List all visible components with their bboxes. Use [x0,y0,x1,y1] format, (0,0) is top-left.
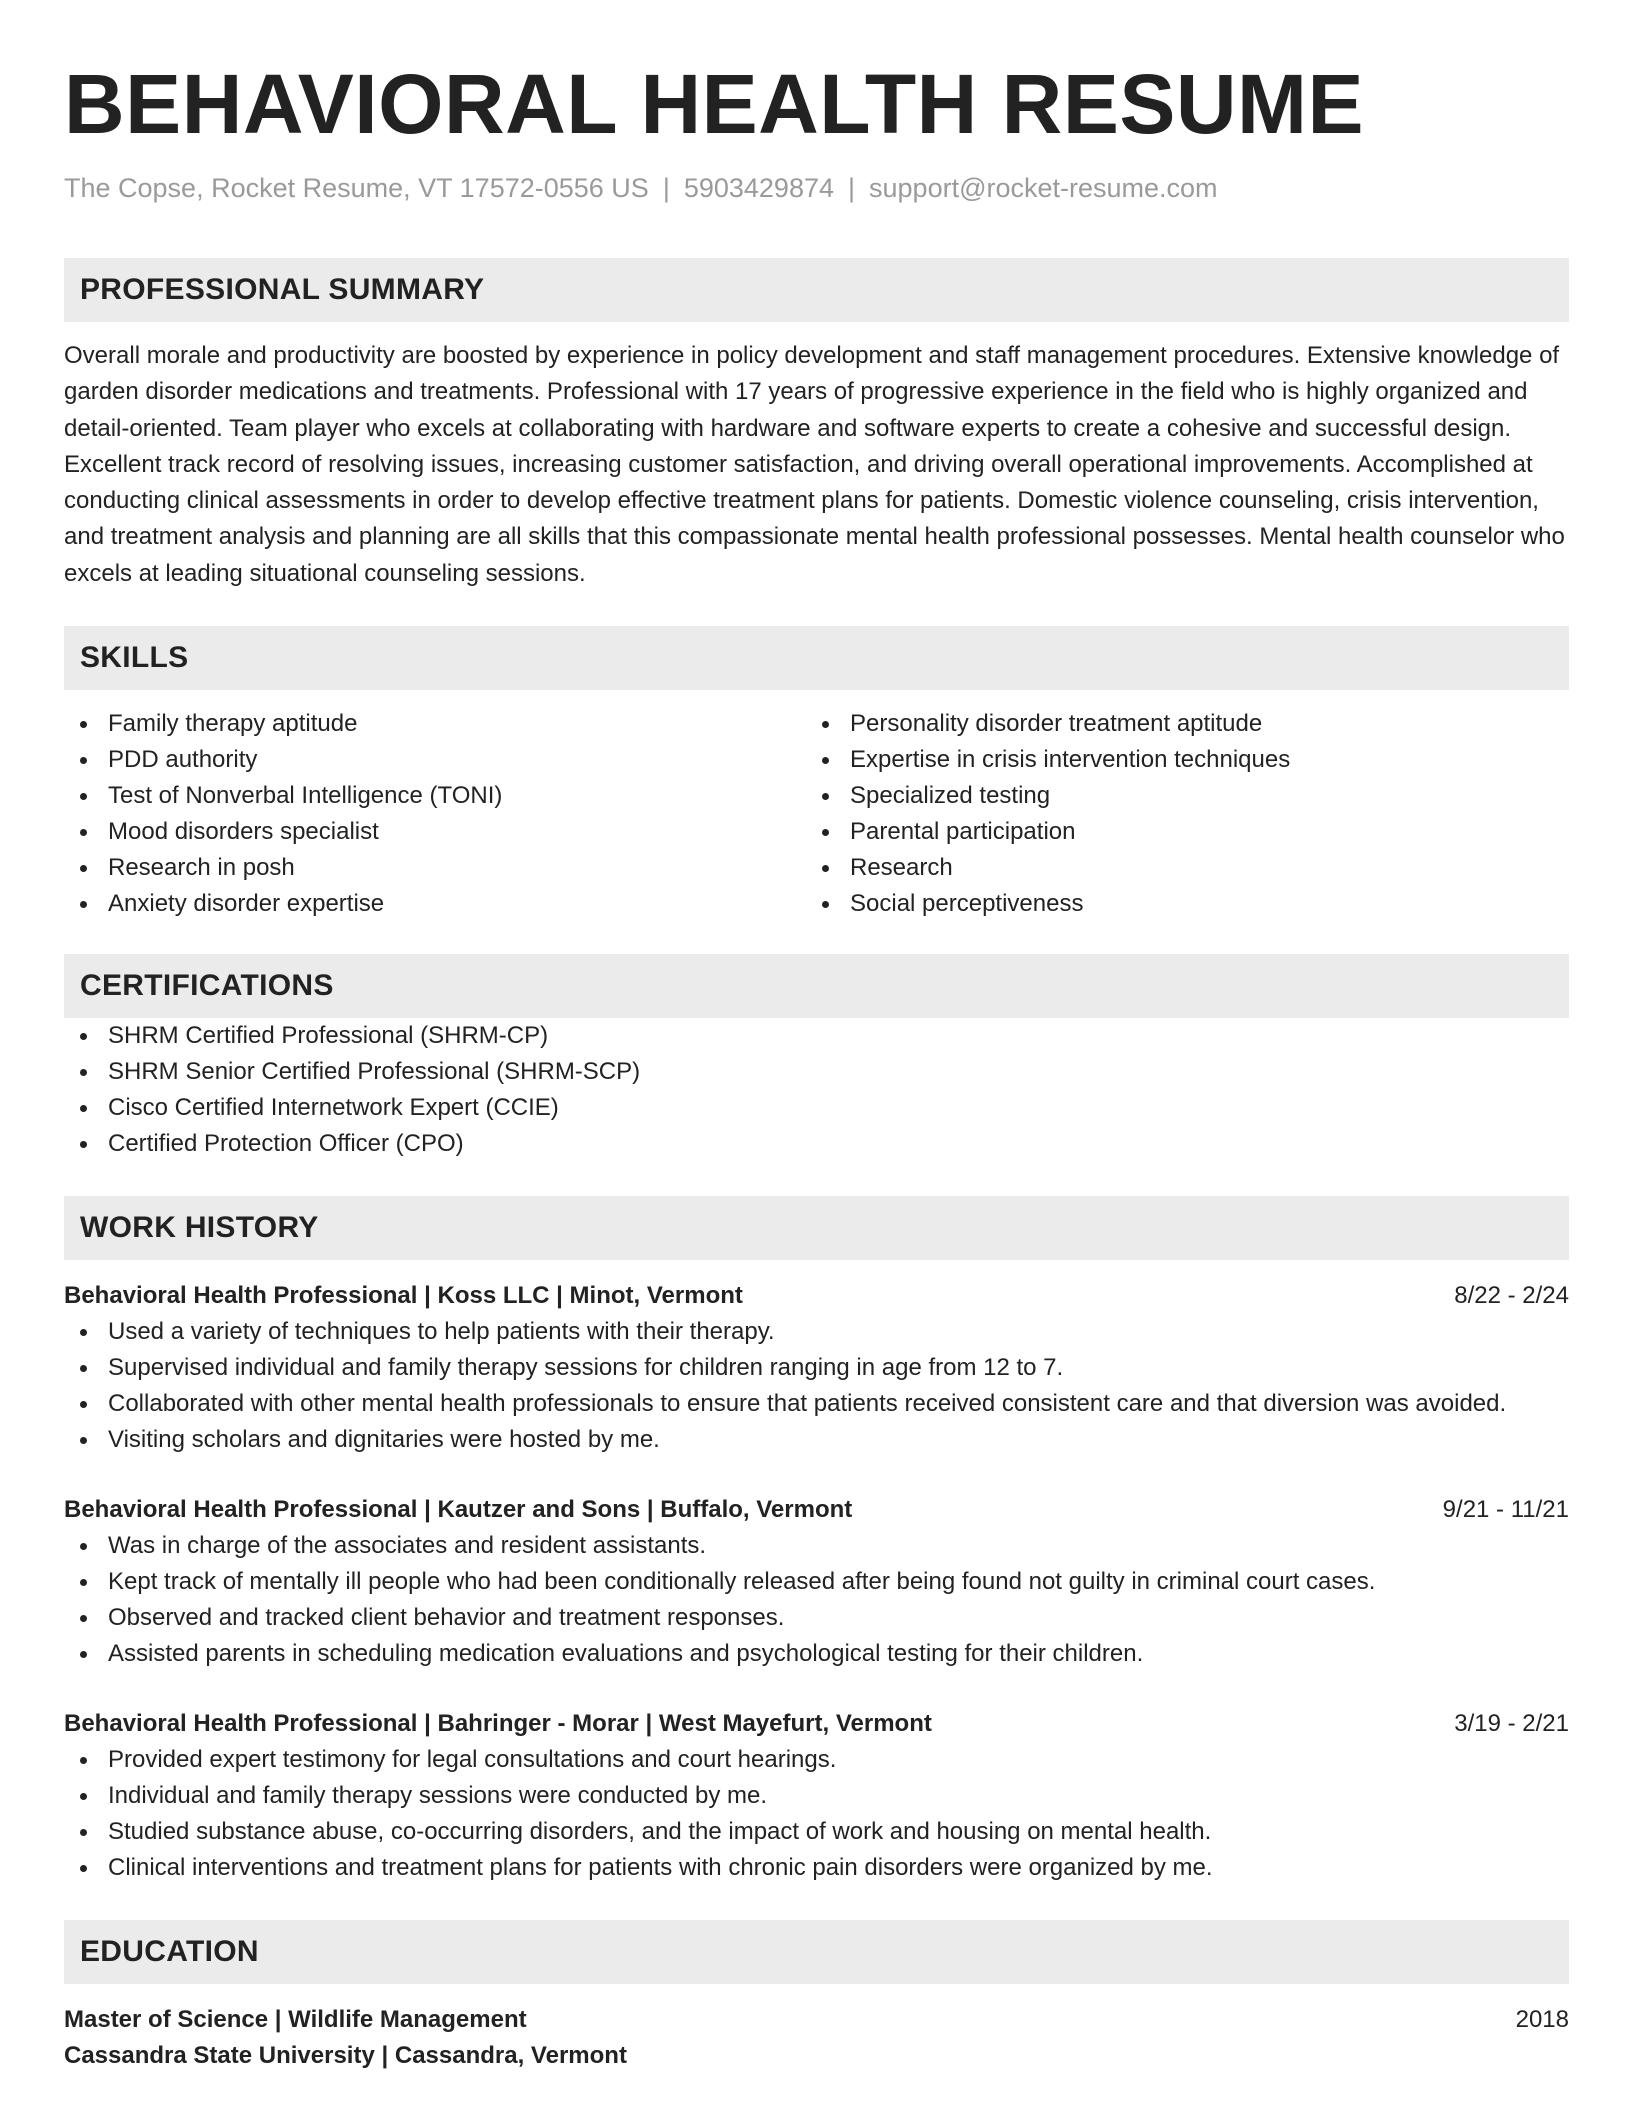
list-item: Research in posh [64,850,806,886]
list-item: Observed and tracked client behavior and treatment responses. [64,1600,1569,1636]
contact-email: support@rocket-resume.com [869,173,1218,203]
skills-grid [64,706,1569,922]
job-entry [64,1706,1569,1886]
list-item: Mood disorders specialist [64,814,806,850]
list-item: Provided expert testimony for legal consultations and court hearings. [64,1742,1569,1778]
education-school: Cassandra State University | Cassandra, Vermont [64,2042,627,2070]
degree-title: Master of Science | Wildlife Management [64,2006,527,2034]
list-item: Visiting scholars and dignitaries were hosted by me. [64,1422,1569,1458]
job-entry [64,1492,1569,1672]
job-header [64,1706,1569,1742]
contact-separator: | [848,173,856,203]
certifications-list [64,1018,1569,1162]
list-item: Was in charge of the associates and resident assistants. [64,1528,1569,1564]
contact-phone: 5903429874 [683,173,834,203]
list-item: Clinical interventions and treatment plans for patients with chronic pain disorders were organized by me. [64,1850,1569,1886]
job-dates: 3/19 - 2/21 [1454,1710,1569,1738]
list-item: PDD authority [64,742,806,778]
section-header-education: EDUCATION [64,1920,1569,1984]
skills-column-right [806,706,1548,922]
list-item: Social perceptiveness [806,886,1548,922]
list-item: Kept track of mentally ill people who had been conditionally released after being found not guilty in criminal court cases. [64,1564,1569,1600]
job-dates: 8/22 - 2/24 [1454,1282,1569,1310]
list-item: Family therapy aptitude [64,706,806,742]
list-item: Expertise in crisis intervention techniques [806,742,1548,778]
list-item: SHRM Certified Professional (SHRM-CP) [64,1018,1569,1054]
list-item: Research [806,850,1548,886]
education-entry [64,2002,1569,2074]
job-bullets [64,1528,1569,1672]
job-header [64,1278,1569,1314]
job-title: Behavioral Health Professional | Bahringer - Morar | West Mayefurt, Vermont [64,1710,932,1738]
education-year: 2018 [1515,2006,1569,2034]
job-entry [64,1278,1569,1458]
list-item: Individual and family therapy sessions were conducted by me. [64,1778,1569,1814]
job-dates: 9/21 - 11/21 [1442,1496,1569,1524]
list-item: Studied substance abuse, co-occurring disorders, and the impact of work and housing on mental health. [64,1814,1569,1850]
job-header [64,1492,1569,1528]
job-bullets [64,1742,1569,1886]
contact-separator: | [662,173,670,203]
list-item: Cisco Certified Internetwork Expert (CCIE) [64,1090,1569,1126]
list-item: Supervised individual and family therapy sessions for children ranging in age from 12 to 7. [64,1350,1569,1386]
summary-text: Overall morale and productivity are boosted by experience in policy development and staff management procedures. Extensive knowledge of garden disorder medications and treatments. Professional with 17 years of progressive experience in the field who is highly organized and detail-oriented. Team player who excels at collaborating with hardware and software experts to create a cohesive and successful design. Excellent track record of resolving issues, increasing customer satisfaction, and driving overall operational improvements. Accomplished at conducting clinical assessments in order to develop effective treatment plans for patients. Domestic violence counseling, crisis intervention, and treatment analysis and planning are all skills that this compassionate mental health professional possesses. Mental health counselor who excels at leading situational counseling sessions. [64,342,1565,587]
skills-column-left [64,706,806,922]
education-header [64,2002,1569,2038]
section-header-certifications: CERTIFICATIONS [64,954,1569,1018]
job-title: Behavioral Health Professional | Kautzer and Sons | Buffalo, Vermont [64,1496,853,1524]
list-item: Specialized testing [806,778,1548,814]
section-header-work-history: WORK HISTORY [64,1196,1569,1260]
list-item: Parental participation [806,814,1548,850]
list-item: Used a variety of techniques to help patients with their therapy. [64,1314,1569,1350]
contact-line [64,170,1569,206]
list-item: Anxiety disorder expertise [64,886,806,922]
list-item: Assisted parents in scheduling medication evaluations and psychological testing for their children. [64,1636,1569,1672]
contact-address: The Copse, Rocket Resume, VT 17572-0556 US [64,173,649,203]
section-header-skills: SKILLS [64,626,1569,690]
resume-page [64,52,1569,2074]
list-item: Test of Nonverbal Intelligence (TONI) [64,778,806,814]
job-bullets [64,1314,1569,1458]
resume-title: BEHAVIORAL HEALTH RESUME [64,57,1365,151]
section-header-summary: PROFESSIONAL SUMMARY [64,258,1569,322]
list-item: SHRM Senior Certified Professional (SHRM-SCP) [64,1054,1569,1090]
list-item: Collaborated with other mental health professionals to ensure that patients received consistent care and that diversion was avoided. [64,1386,1569,1422]
job-title: Behavioral Health Professional | Koss LLC | Minot, Vermont [64,1282,743,1310]
list-item: Certified Protection Officer (CPO) [64,1126,1569,1162]
list-item: Personality disorder treatment aptitude [806,706,1548,742]
